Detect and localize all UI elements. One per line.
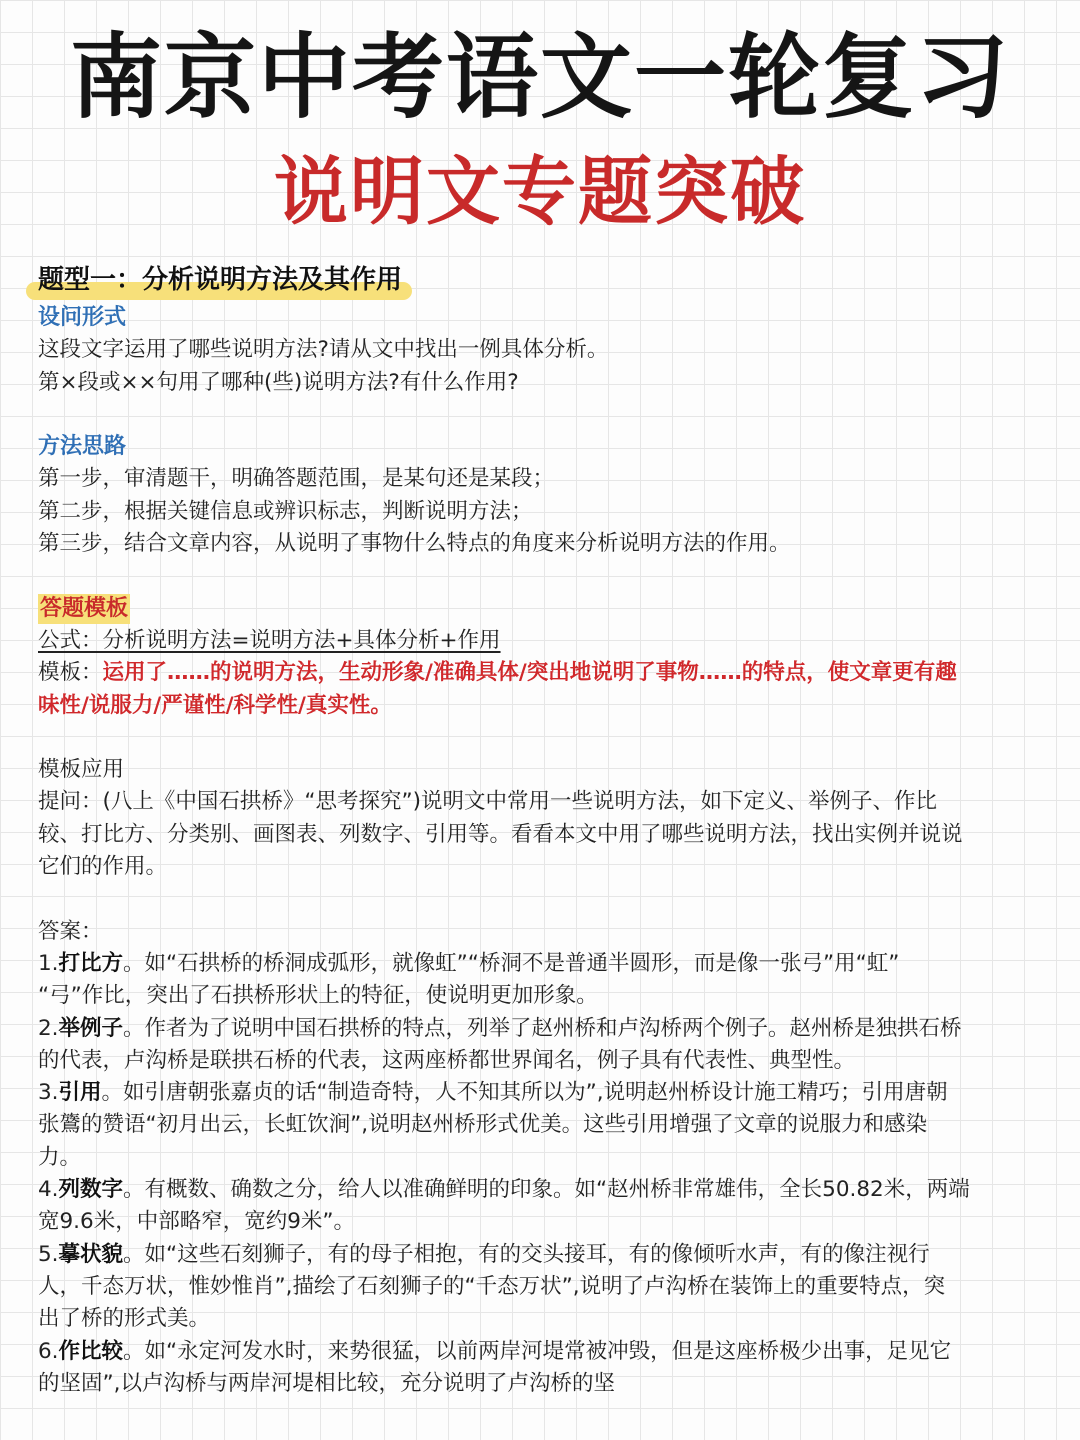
spacer (38, 560, 1048, 592)
answer-text: 。如“这些石刻狮子，有的母子相抱，有的交头接耳，有的像倾听水声，有的像注视行 (123, 1241, 930, 1267)
question-form-line: 第×段或××句用了哪种(些)说明方法?有什么作用? (38, 369, 519, 395)
method-label: 方法思路 (38, 434, 127, 460)
answer-item (38, 1239, 1048, 1271)
answer-num: 3. (38, 1080, 59, 1106)
page-subtitle: 说明文专题突破 (274, 149, 806, 235)
page-title: 南京中考语文一轮复习 (69, 23, 1010, 131)
answer-item (38, 1174, 1048, 1206)
template-red-text: 味性/说服力/严谨性/科学性/真实性。 (38, 692, 392, 718)
section-heading-text: 题型一：分析说明方法及其作用 (38, 265, 403, 295)
application-line: 它们的作用。 (38, 854, 168, 880)
answer-num: 1. (38, 950, 59, 976)
answer-num: 5. (38, 1241, 59, 1267)
answer-item (38, 1013, 1048, 1045)
answer-text: 力。 (38, 1144, 82, 1170)
answer-text: 宽9.6米，中部略窄，宽约9米”。 (38, 1209, 356, 1235)
question-form-label: 设问形式 (38, 305, 127, 330)
template-label: 答题模板 (38, 594, 130, 624)
method-step: 第三步，结合文章内容，从说明了事物什么特点的角度来分析说明方法的作用。 (38, 531, 791, 557)
answer-text: 。如引唐朝张嘉贞的话“制造奇特，人不知其所以为”,说明赵州桥设计施工精巧；引用唐朝 (101, 1080, 948, 1106)
template-formula-row (38, 625, 1048, 657)
application-label: 模板应用 (38, 757, 125, 783)
template-line (38, 657, 1048, 689)
template-label-row (38, 593, 1048, 625)
template-red-text: 运用了……的说明方法，生动形象/准确具体/突出地说明了事物……的特点，使文章更有趣 (102, 660, 957, 686)
answer-text: 。作者为了说明中国石拱桥的特点，列举了赵州桥和卢沟桥两个例子。赵州桥是独拱石桥 (123, 1015, 962, 1041)
answer-text: 的代表，卢沟桥是联拱石桥的代表，这两座桥都世界闻名，例子具有代表性、典型性。 (38, 1047, 856, 1073)
answer-text: “弓”作比，突出了石拱桥形状上的特征，使说明更加形象。 (38, 983, 598, 1009)
method-step: 第一步，审清题干，明确答题范围，是某句还是某段； (38, 466, 555, 492)
content (38, 262, 1048, 1400)
answer-item (38, 1077, 1048, 1109)
spacer (38, 722, 1048, 754)
application-line: 较、打比方、分类别、画图表、列数字、引用等。看看本文中用了哪些说明方法，找出实例并说说 (38, 821, 963, 847)
answer-text: 出了桥的形式美。 (38, 1306, 211, 1332)
answer-key: 打比方 (58, 950, 124, 976)
template-prefix: 模板： (38, 660, 103, 686)
answer-text: 张鷟的赞语“初月出云，长虹饮涧”,说明赵州桥形式优美。这些引用增强了文章的说服力和感染 (38, 1112, 928, 1138)
answer-key: 摹状貌 (58, 1241, 124, 1267)
answer-key: 列数字 (58, 1177, 124, 1203)
answer-text: 。如“石拱桥的桥洞成弧形，就像虹”“桥洞不是普通半圆形，而是像一张弓”用“虹” (123, 950, 900, 976)
answer-text: 的坚固”,以卢沟桥与两岸河堤相比较，充分说明了卢沟桥的坚 (38, 1370, 615, 1396)
spacer (38, 399, 1048, 431)
answer-text: 人，千态万状，惟妙惟肖”,描绘了石刻狮子的“千态万状”,说明了卢沟桥在装饰上的重要特点，突 (38, 1273, 946, 1299)
answer-item (38, 948, 1048, 980)
method-step: 第二步，根据关键信息或辨识标志，判断说明方法； (38, 498, 533, 524)
answer-text: 。如“永定河发水时，来势很猛，以前两岸河堤常被冲毁，但是这座桥极少出事，足见它 (123, 1338, 952, 1364)
answer-label: 答案： (38, 918, 103, 944)
application-line: 提问：(八上《中国石拱桥》“思考探究”)说明文中常用一些说明方法，如下定义、举例子、作比 (38, 789, 938, 815)
question-form-line: 这段文字运用了哪些说明方法?请从文中找出一例具体分析。 (38, 337, 609, 363)
answer-num: 2. (38, 1015, 59, 1041)
answer-key: 举例子 (58, 1015, 124, 1041)
answer-text: 。有概数、确数之分，给人以准确鲜明的印象。如“赵州桥非常雄伟，全长50.82米，两端 (123, 1177, 970, 1203)
answer-key: 引用 (58, 1080, 102, 1106)
template-formula: 公式：分析说明方法=说明方法+具体分析+作用 (38, 627, 501, 653)
answer-num: 6. (38, 1338, 59, 1364)
answer-num: 4. (38, 1177, 59, 1203)
answer-item (38, 1336, 1048, 1368)
spacer (38, 883, 1048, 915)
answer-key: 作比较 (58, 1338, 124, 1364)
section-heading (38, 262, 402, 302)
